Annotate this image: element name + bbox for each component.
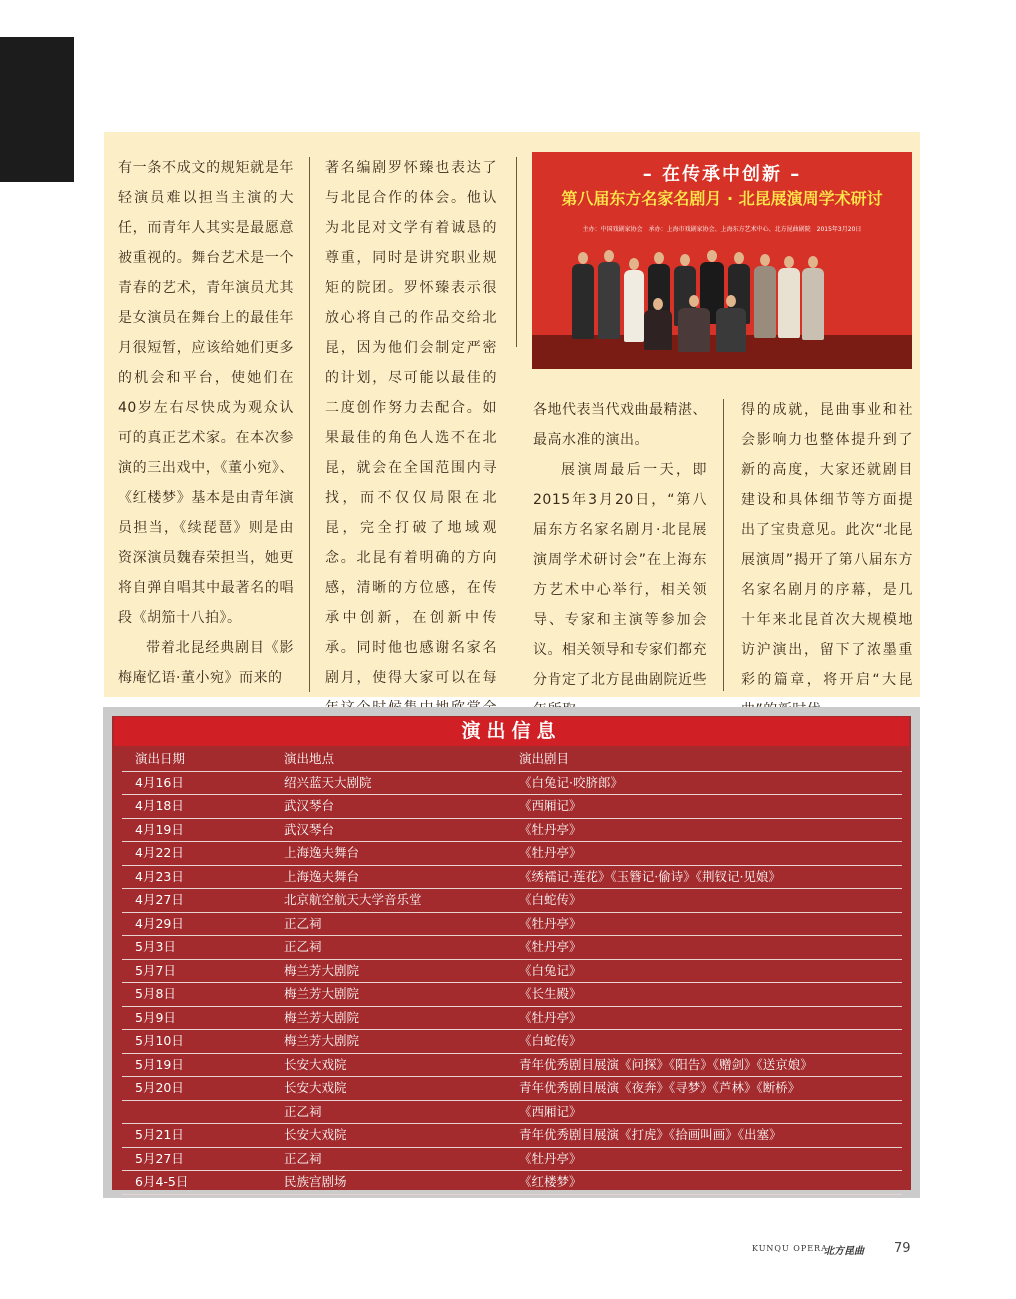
- cell-venue: 梅兰芳大剧院: [284, 1033, 360, 1048]
- person-head: [689, 295, 699, 307]
- cell-venue: 梅兰芳大剧院: [284, 986, 360, 1001]
- person-head: [784, 256, 794, 268]
- person-head: [653, 298, 663, 310]
- table-row: [122, 1007, 902, 1031]
- person-head: [680, 254, 690, 266]
- cell-date: 5月27日: [135, 1150, 184, 1166]
- table-row: [122, 795, 902, 819]
- cell-program: 《牡丹亭》: [519, 1150, 582, 1166]
- table-row: [122, 1171, 902, 1195]
- person-head: [726, 295, 736, 307]
- article-panel: [104, 132, 920, 697]
- page-number: 79: [894, 1241, 911, 1256]
- cell-program: 《长生殿》: [519, 986, 582, 1001]
- cell-program: 《牡丹亭》: [519, 915, 582, 931]
- cell-program: 《牡丹亭》: [519, 821, 582, 837]
- cell-date: 4月27日: [135, 892, 184, 907]
- table-row: [122, 1124, 902, 1148]
- cell-program: 《牡丹亭》: [519, 845, 582, 860]
- cell-venue: 武汉琴台: [284, 821, 335, 837]
- person-head: [578, 252, 588, 264]
- cell-date: 4月18日: [135, 798, 184, 813]
- cell-program: 《白兔记》: [519, 962, 582, 978]
- column-divider: [309, 157, 310, 692]
- person-figure: [598, 262, 620, 339]
- person-figure: [778, 268, 800, 338]
- cell-program: 《白蛇传》: [519, 1033, 582, 1048]
- table-row: [122, 1054, 902, 1078]
- cell-venue: 上海逸夫舞台: [284, 845, 360, 860]
- text-column-2: [325, 153, 497, 753]
- table-row: [122, 1101, 902, 1125]
- paragraph: 展演周最后一天，即2015年3月20日，“第八届东方名家名剧月·北昆展演周学术研讨会”在上海东方艺术中心举行，相关领导、专家和主演等参加会议。相关领导和专家们都充分肯定了北方昆曲剧院近些: [533, 462, 707, 688]
- text-column-1: [118, 153, 294, 693]
- page-footer: [752, 1241, 912, 1259]
- cell-venue: 长安大戏院: [284, 1056, 347, 1072]
- paragraph: 有一条不成文的规矩就是年轻演员难以担当主演的大任，而青年人其实是最愿意被重视的。舞台艺术是一个青春的艺术，青年演员尤其是女演员在舞台上的最佳年月很短暂，应该给她们更多的机会和平台，使她们在40岁左右尽快成为观众认可的真正艺术家。在本次参演的三出戏中，《董小宛》、《红楼梦》基本是由青年演员担当，《续琵琶》则是由资深演员魏春荣担当，她更将自弹自唱其中最著名的唱段《胡笳十八拍》。: [118, 160, 294, 626]
- person-figure: [644, 310, 672, 350]
- performance-info-panel: [112, 716, 911, 1190]
- column-divider: [516, 157, 517, 347]
- cell-venue: 正乙祠: [284, 915, 322, 931]
- person-figure: [802, 268, 824, 340]
- cell-venue: 正乙祠: [284, 1103, 322, 1119]
- paragraph: 带着北昆经典剧目《影梅庵忆语·董小宛》而来的: [118, 640, 294, 686]
- cell-date: 5月3日: [135, 939, 176, 954]
- person-head: [654, 252, 664, 264]
- text-column-4: [741, 395, 913, 725]
- person-figure: [624, 270, 644, 342]
- cell-program: 青年优秀剧目展演《问探》《阳告》《赠剑》《送京娘》: [519, 1056, 813, 1072]
- cell-program: 青年优秀剧目展演《打虎》《拾画叫画》《出塞》: [519, 1127, 782, 1142]
- cell-date: 5月9日: [135, 1009, 176, 1025]
- person-head: [604, 250, 614, 262]
- cell-date: 4月22日: [135, 845, 184, 860]
- banner-organizers: 主办：中国戏剧家协会 承办：上海市戏剧家协会、上海东方艺术中心、北方昆曲剧院 2015年3月20日: [582, 226, 862, 233]
- performance-info-box: [103, 707, 920, 1198]
- header-venue: 演出地点: [284, 751, 335, 766]
- cell-program: 青年优秀剧目展演《夜奔》《寻梦》《芦林》《断桥》: [519, 1080, 801, 1095]
- table-header-row: [122, 748, 902, 772]
- cell-program: 《白蛇传》: [519, 892, 582, 907]
- text-column-3: [533, 395, 707, 725]
- person-figure: [716, 308, 746, 352]
- table-row: [122, 983, 902, 1007]
- banner-title: 第八届东方名家名剧月 · 北昆展演周学术研讨: [561, 189, 883, 208]
- table-row: [122, 913, 902, 937]
- paragraph: 著名编剧罗怀臻也表达了与北昆合作的体会。他认为北昆对文学有着诚恳的尊重，同时是讲究职业规矩的院团。罗怀臻表示很放心将自己的作品交给北昆，因为他们会制定严密的计划，尽可能以最佳的二度创作努力去配合。如果最佳的角色人选不在北昆，就会在全国范围内寻找，而不仅仅局限在北昆，完全打破了地域观念。北昆有着明确的方向感，清晰的方位感，在传承中创新，在创新中传承。同时他也感谢名家名剧月，使得大家可以在每: [325, 160, 497, 686]
- cell-program: 《白兔记·咬脐郎》: [519, 774, 623, 790]
- table-row: [122, 772, 902, 796]
- cell-date: 5月7日: [135, 962, 176, 978]
- cell-date: 5月8日: [135, 986, 176, 1001]
- person-head: [760, 254, 770, 266]
- table-row: [122, 1030, 902, 1054]
- cell-program: 《牡丹亭》: [519, 939, 582, 954]
- cell-date: 6月4-5日: [135, 1174, 189, 1189]
- paragraph: 得的成就，昆曲事业和社会影响力也整体提升到了新的高度，大家还就剧目建设和具体细节等方面提出了宝贵意见。此次“北昆展演周”揭开了第八届东方名家名剧月的序幕，是几十年来北昆首次大规模地访沪演出，留下了浓墨重彩的篇章，将开启“大昆: [741, 402, 913, 688]
- table-row: [122, 819, 902, 843]
- table-row: [122, 960, 902, 984]
- corner-tab: [0, 37, 74, 182]
- performance-table: [122, 748, 902, 1195]
- cell-date: 4月16日: [135, 774, 184, 790]
- header-date: 演出日期: [135, 751, 186, 766]
- footer-brand: KUNQU OPERA: [752, 1244, 828, 1253]
- cell-venue: 长安大戏院: [284, 1080, 347, 1095]
- table-row: [122, 1077, 902, 1101]
- cell-venue: 梅兰芳大剧院: [284, 1009, 360, 1025]
- paragraph: 各地代表当代戏曲最精湛、最高水准的演出。: [533, 402, 707, 448]
- cell-program: 《西厢记》: [519, 798, 582, 813]
- footer-logo: 北方昆曲: [824, 1246, 864, 1257]
- header-program: 演出剧目: [519, 751, 570, 766]
- table-row: [122, 866, 902, 890]
- column-divider: [723, 399, 724, 691]
- cell-date: 5月21日: [135, 1127, 184, 1142]
- table-row: [122, 1148, 902, 1172]
- cell-venue: 绍兴蓝天大剧院: [284, 774, 372, 790]
- person-head: [808, 256, 818, 268]
- cell-venue: 梅兰芳大剧院: [284, 962, 360, 978]
- cell-program: 《绣襦记·莲花》《玉簪记·偷诗》《荆钗记·见娘》: [519, 868, 781, 884]
- person-head: [734, 252, 744, 264]
- table-row: [122, 842, 902, 866]
- cell-venue: 武汉琴台: [284, 798, 335, 813]
- cell-venue: 正乙祠: [284, 939, 322, 954]
- table-row: [122, 936, 902, 960]
- cell-venue: 北京航空航天大学音乐堂: [284, 892, 422, 907]
- cell-venue: 上海逸夫舞台: [284, 868, 360, 884]
- cell-date: 4月23日: [135, 868, 184, 884]
- cell-venue: 正乙祠: [284, 1150, 322, 1166]
- cell-date: 4月19日: [135, 821, 184, 837]
- cell-date: 5月20日: [135, 1080, 184, 1095]
- person-figure: [572, 264, 594, 339]
- cell-venue: 长安大戏院: [284, 1127, 347, 1142]
- performance-info-title: 演出信息: [114, 717, 909, 746]
- event-photo: [532, 152, 912, 369]
- table-row: [122, 889, 902, 913]
- cell-date: 5月10日: [135, 1033, 184, 1048]
- cell-date: 5月19日: [135, 1056, 184, 1072]
- cell-program: 《西厢记》: [519, 1103, 582, 1119]
- cell-venue: 民族宫剧场: [284, 1174, 347, 1189]
- cell-program: 《牡丹亭》: [519, 1009, 582, 1025]
- person-head: [629, 258, 639, 270]
- cell-date: 4月29日: [135, 915, 184, 931]
- cell-program: 《红楼梦》: [519, 1174, 582, 1189]
- person-figure: [754, 266, 776, 338]
- banner-slogan: – 在传承中创新 –: [642, 164, 802, 185]
- person-head: [707, 250, 717, 262]
- person-figure: [678, 308, 710, 352]
